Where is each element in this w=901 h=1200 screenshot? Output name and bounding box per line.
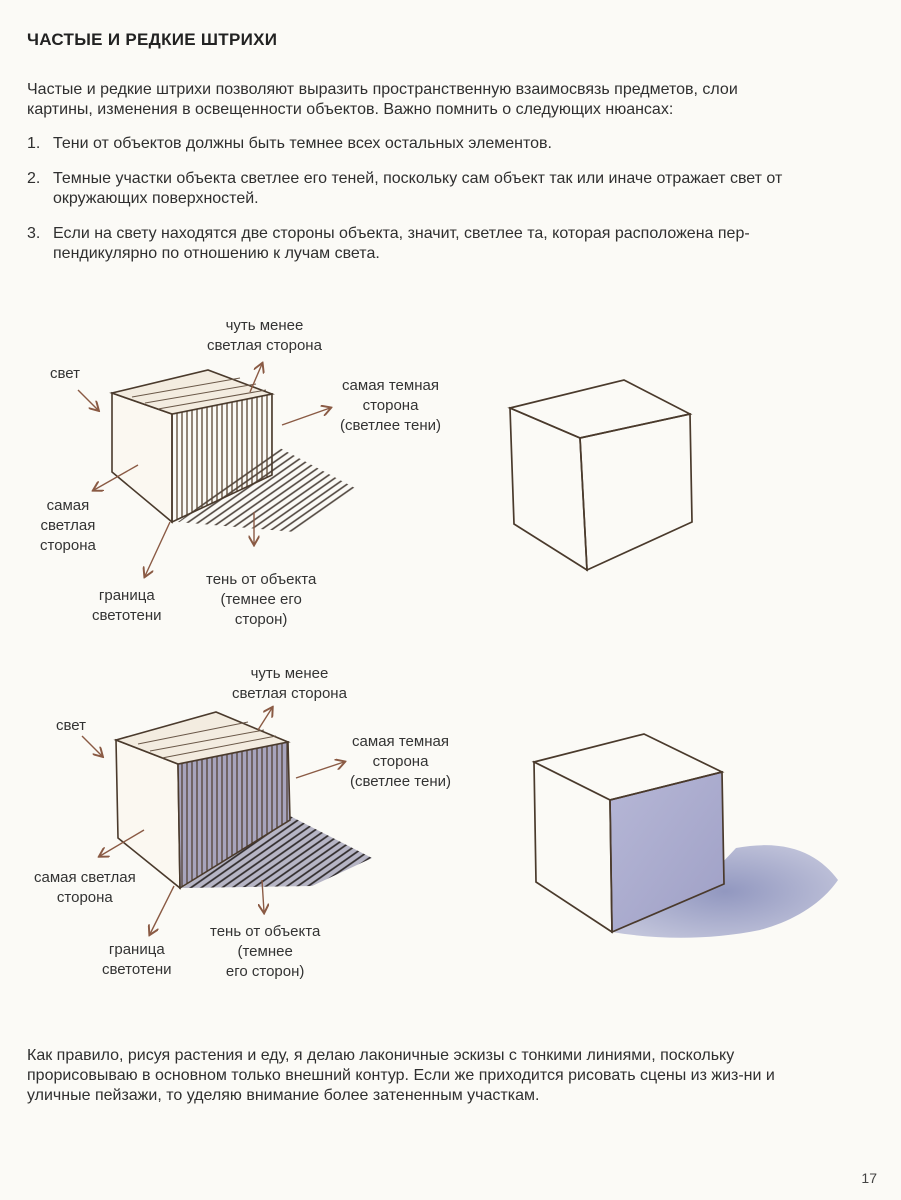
label-lightest-side: самая светлая сторона	[40, 497, 96, 554]
darkest-side-arrow	[296, 762, 344, 778]
darkest-side-arrow	[282, 408, 330, 425]
label-light: свет	[50, 365, 81, 382]
label-terminator: граница светотени	[92, 587, 162, 624]
figure-wash-cubes	[0, 660, 901, 1000]
intro-paragraph: Частые и редкие штрихи позволяют выразить пространственную взаимосвязь предметов, слои картины, изменения в освещенности объектов. Важно помнить о следующих нюансах:	[27, 81, 738, 118]
less-light-arrow	[258, 708, 272, 730]
label-darkest-side: самая темная сторона (светлее тени)	[350, 733, 451, 790]
rule-number: 3.	[27, 225, 41, 242]
rules-list	[27, 134, 827, 279]
label-lightest-side: самая светлая сторона	[34, 869, 136, 906]
cube-light-face	[116, 740, 180, 888]
label-less-light-side: чуть менее светлая сторона	[207, 317, 322, 354]
rule-number: 2.	[27, 170, 41, 187]
rule-item	[27, 169, 827, 209]
terminator-arrow	[145, 522, 170, 576]
outline-cube	[510, 380, 692, 570]
rule-item	[27, 134, 827, 154]
rule-text: Если на свету находятся две стороны объекта, значит, светлее та, которая расположена пер-пендикулярно по отношению к лучам света.	[53, 225, 750, 262]
cube-light-face	[112, 393, 172, 522]
label-terminator: граница светотени	[102, 941, 172, 978]
label-light: свет	[56, 717, 87, 734]
rule-text: Темные участки объекта светлее его теней, поскольку сам объект так или иначе отражает свет от окружающих поверхностей.	[53, 170, 783, 207]
outro-paragraph: Как правило, рисуя растения и еду, я делаю лаконичные эскизы с тонкими линиями, поскольку прорисовываю в основном только внешний контур. Если же приходится рисовать сцены из жиз-ни и уличные пейзажи, то уделяю внимание более затененным участкам.	[27, 1047, 775, 1104]
label-darkest-side: самая темная сторона (светлее тени)	[340, 377, 441, 434]
light-arrow	[82, 736, 102, 756]
label-cast-shadow: тень от объекта (темнее его сторон)	[210, 923, 321, 980]
page-title: ЧАСТЫЕ И РЕДКИЕ ШТРИХИ	[27, 30, 278, 49]
rule-item	[27, 224, 827, 264]
label-cast-shadow: тень от объекта (темнее его сторон)	[206, 571, 317, 628]
label-less-light-side: чуть менее светлая сторона	[232, 665, 347, 702]
rule-text: Тени от объектов должны быть темнее всех остальных элементов.	[53, 135, 552, 152]
figure-hatched-cubes	[0, 300, 901, 640]
watercolor-cube	[534, 734, 838, 938]
rule-number: 1.	[27, 135, 41, 152]
terminator-arrow	[150, 886, 174, 934]
light-arrow	[78, 390, 98, 410]
page-number: 17	[861, 1170, 877, 1186]
